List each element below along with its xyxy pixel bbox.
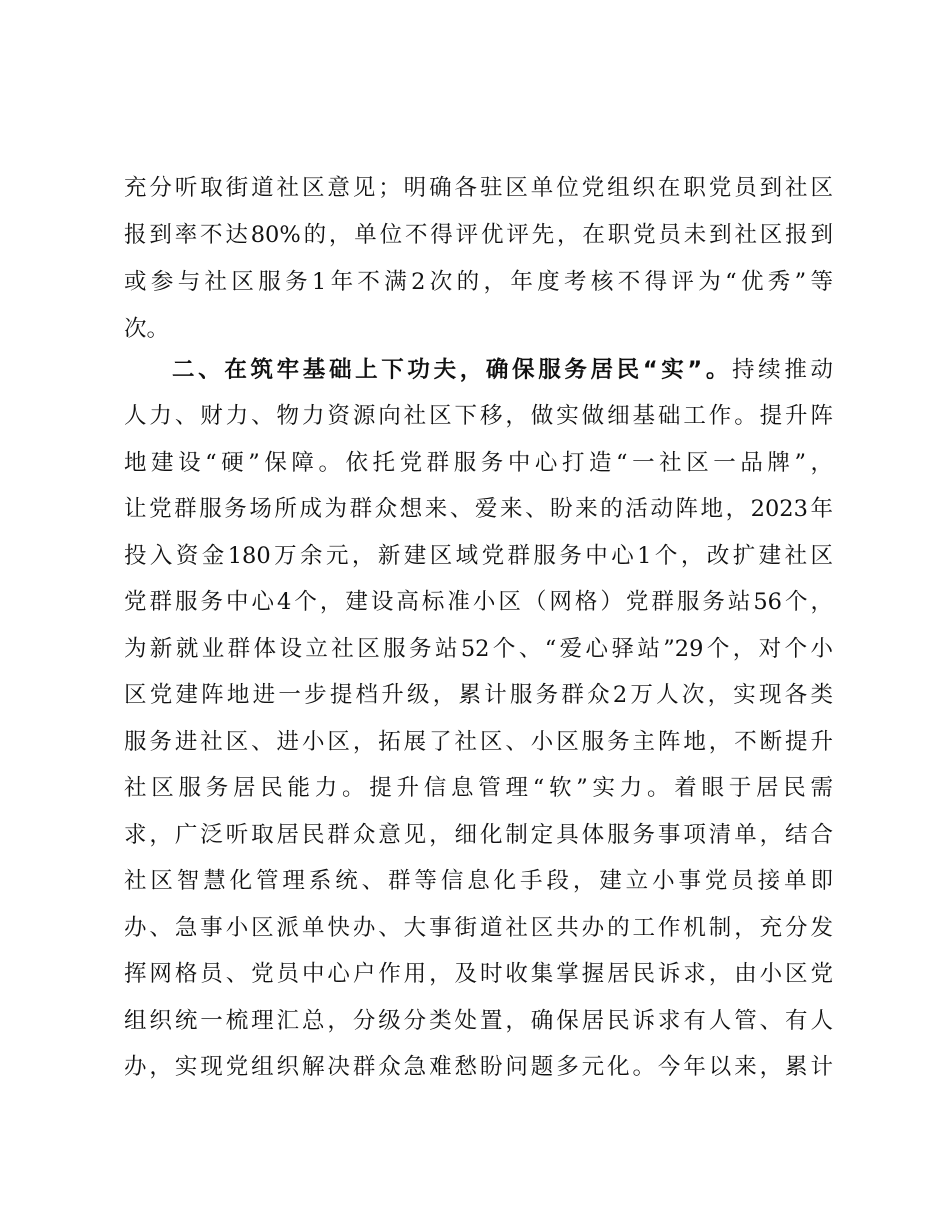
body-text-line: 充分听取街道社区意见；明确各驻区单位党组织在职党员到社区 <box>124 175 833 201</box>
body-text-line: 挥网格员、党员中心户作用，及时收集掌握居民诉求，由小区党 <box>124 961 833 987</box>
section-first-line-tail: 持续推动 <box>732 357 833 383</box>
body-text-line: 社区服务居民能力。提升信息管理“软”实力。着眼于居民需 <box>124 775 833 801</box>
body-text-line: 党群服务中心4个，建设高标准小区（网格）党群服务站56个， <box>124 589 833 615</box>
body-text-line: 为新就业群体设立社区服务站52个、“爱心驿站”29个，对个小 <box>124 636 833 662</box>
section-heading: 二、在筑牢基础上下功夫，确保服务居民“实”。 <box>172 357 733 383</box>
body-text-line: 区党建阵地进一步提档升级，累计服务群众2万人次，实现各类 <box>124 682 833 708</box>
body-text-line: 投入资金180万余元，新建区域党群服务中心1个，改扩建社区 <box>124 543 833 569</box>
body-text-line: 求，广泛听取居民群众意见，细化制定具体服务事项清单，结合 <box>124 822 833 848</box>
body-text-line: 办，实现党组织解决群众急难愁盼问题多元化。今年以来，累计 <box>124 1054 833 1080</box>
body-text-line: 组织统一梳理汇总，分级分类处置，确保居民诉求有人管、有人 <box>124 1008 833 1034</box>
body-text-line: 服务进社区、进小区，拓展了社区、小区服务主阵地，不断提升 <box>124 729 833 755</box>
body-text-line: 社区智慧化管理系统、群等信息化手段，建立小事党员接单即 <box>124 868 833 894</box>
body-text-line: 报到率不达80%的，单位不得评优评先，在职党员未到社区报到 <box>124 222 833 248</box>
body-text-line: 次。 <box>124 316 170 342</box>
body-text-line: 办、急事小区派单快办、大事街道社区共办的工作机制，充分发 <box>124 915 833 941</box>
body-text-line: 地建设“硬”保障。依托党群服务中心打造“一社区一品牌”， <box>124 450 833 476</box>
section-first-line <box>172 350 833 390</box>
body-text-line: 人力、财力、物力资源向社区下移，做实做细基础工作。提升阵 <box>124 403 833 429</box>
body-text-line: 让党群服务场所成为群众想来、爱来、盼来的活动阵地，2023年 <box>124 496 833 522</box>
body-text-line: 或参与社区服务1年不满2次的，年度考核不得评为“优秀”等 <box>124 269 833 295</box>
